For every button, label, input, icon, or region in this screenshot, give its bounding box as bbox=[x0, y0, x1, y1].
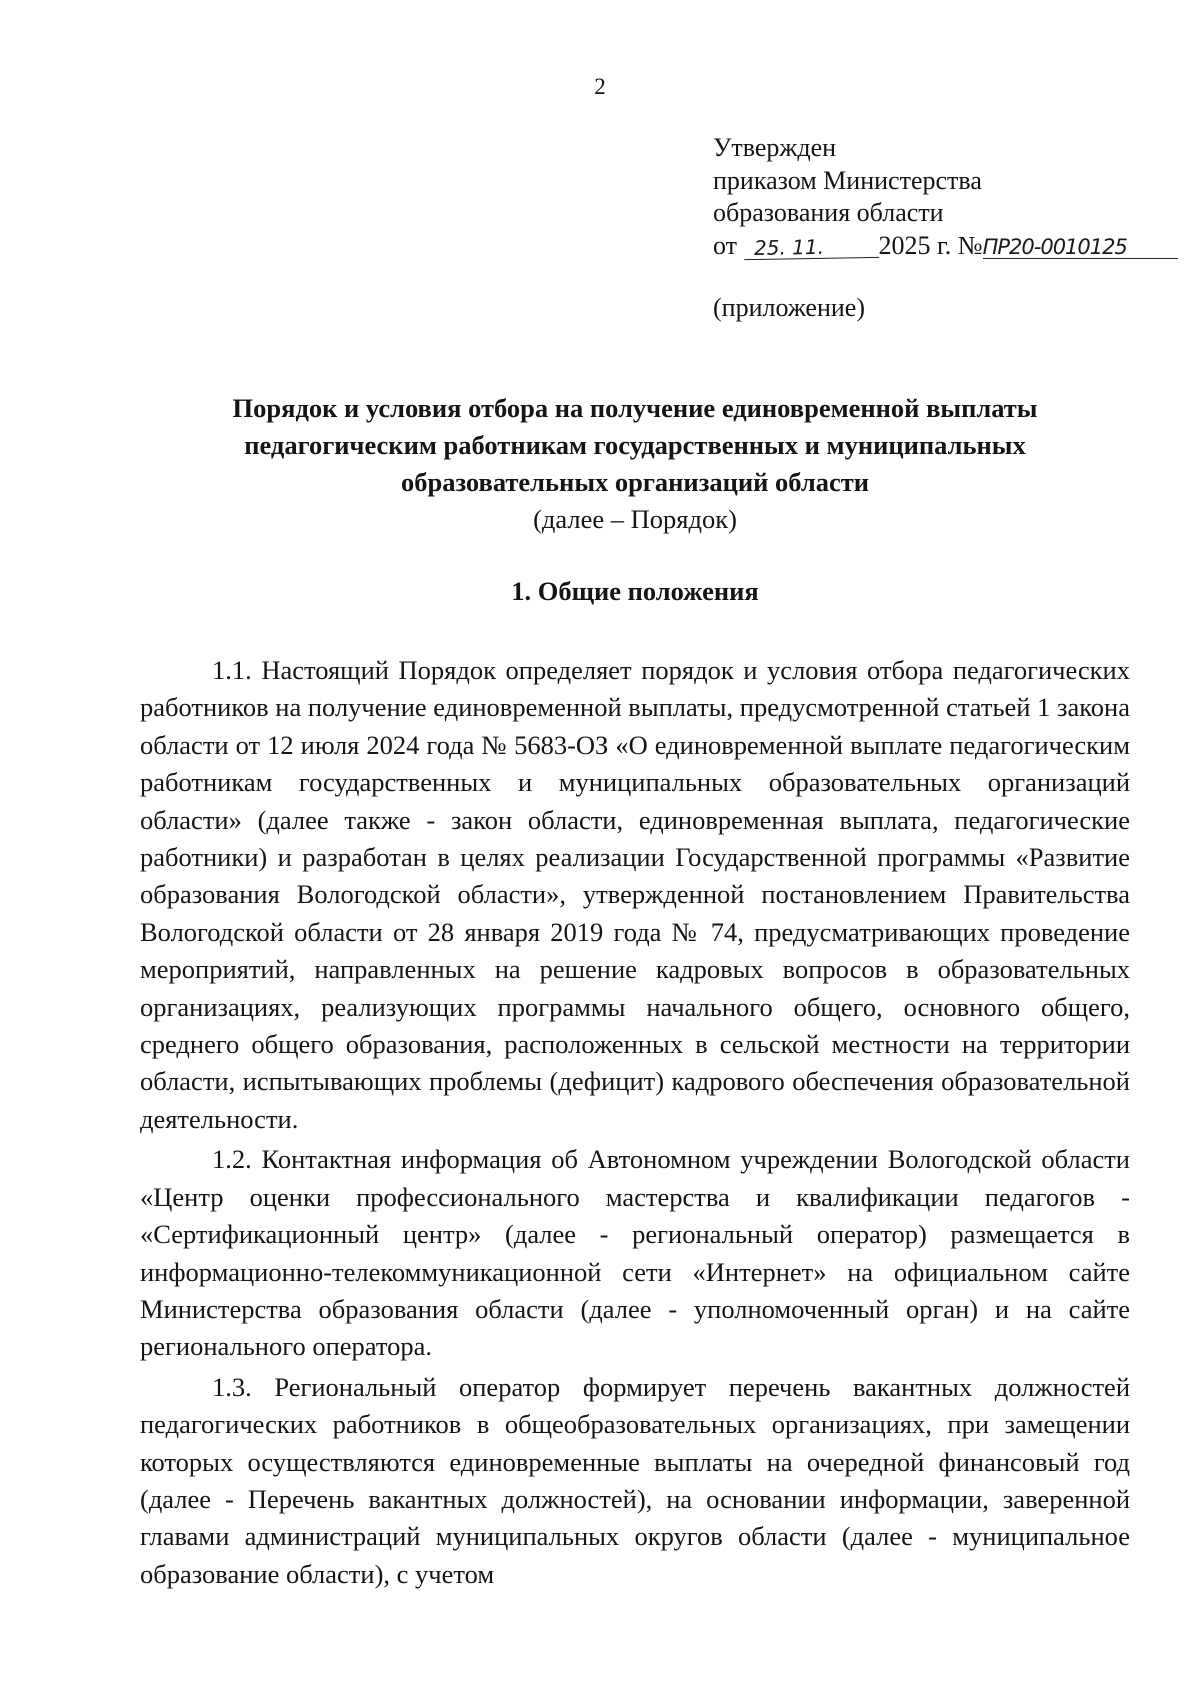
title-subtitle: (далее – Порядок) bbox=[533, 504, 737, 534]
date-prefix: от bbox=[713, 230, 738, 260]
title-line-1: Порядок и условия отбора на получение единовременной выплаты bbox=[232, 393, 1038, 423]
handwritten-date: 25. 11. bbox=[743, 234, 878, 259]
document-title bbox=[140, 390, 1130, 538]
paragraph-1-3: 1.3. Региональный оператор формирует перечень вакантных должностей педагогических работников в общеобразовательных организациях, при замещении которых осуществляются единовременные выплаты на очередной финансовый год (далее - Перечень вакантных должностей), на основании информации, заверенной главами администраций муниципальных округов области (далее - муниципальное образование области), с учетом bbox=[140, 1371, 1130, 1589]
approval-stamp-block bbox=[713, 132, 1178, 325]
appendix-label: (приложение) bbox=[713, 293, 866, 322]
page-number: 2 bbox=[594, 74, 606, 99]
approval-line-1: Утвержден bbox=[713, 133, 837, 162]
title-line-3: образовательных организаций области bbox=[400, 467, 870, 497]
approval-date-line bbox=[713, 230, 1178, 263]
paragraph-1-2: 1.2. Контактная информация об Автономном учреждении Вологодской области «Центр оценки профессионального мастерства и квалификации педагогов - «Сертификационный центр» (далее - региональный оператор) размещается в информационно-телекоммуникационной сети «Интернет» на официальном сайте Министерства образования области (далее - уполномоченный орган) и на сайте регионального оператора. bbox=[140, 1144, 1130, 1362]
document-body bbox=[140, 652, 1130, 1596]
handwritten-order-number: ПР20-0010125 bbox=[983, 236, 1178, 259]
approval-line-2: приказом Министерства bbox=[713, 165, 982, 195]
approval-line-3: образования области bbox=[713, 198, 944, 227]
year-text: 2025 г. № bbox=[878, 230, 983, 260]
paragraph-1-1: 1.1. Настоящий Порядок определяет порядок и условия отбора педагогических работников на получение единовременной выплаты, предусмотренной статьей 1 закона области от 12 июля 2024 года № 5683-ОЗ «О единовременной выплате педагогическим работникам государственных и муниципальных образовательных организаций области» (далее также - закон области, единовременная выплата, педагогические работники) и разработан в целях реализации Государственной программы «Развитие образования Вологодской области», утвержденной постановлением Правительства Вологодской области от 28 января 2019 года № 74, предусматривающих проведение мероприятий, направленных на решение кадровых вопросов в образовательных организациях, реализующих программы начального общего, основного общего, среднего общего образования, расположенных в сельской местности на территории области, испытывающих проблемы (дефицит) кадрового обеспечения образовательной деятельности. bbox=[140, 655, 1130, 1134]
title-line-2: педагогическим работникам государственных и муниципальных bbox=[244, 430, 1026, 460]
section-heading: 1. Общие положения bbox=[511, 576, 759, 606]
